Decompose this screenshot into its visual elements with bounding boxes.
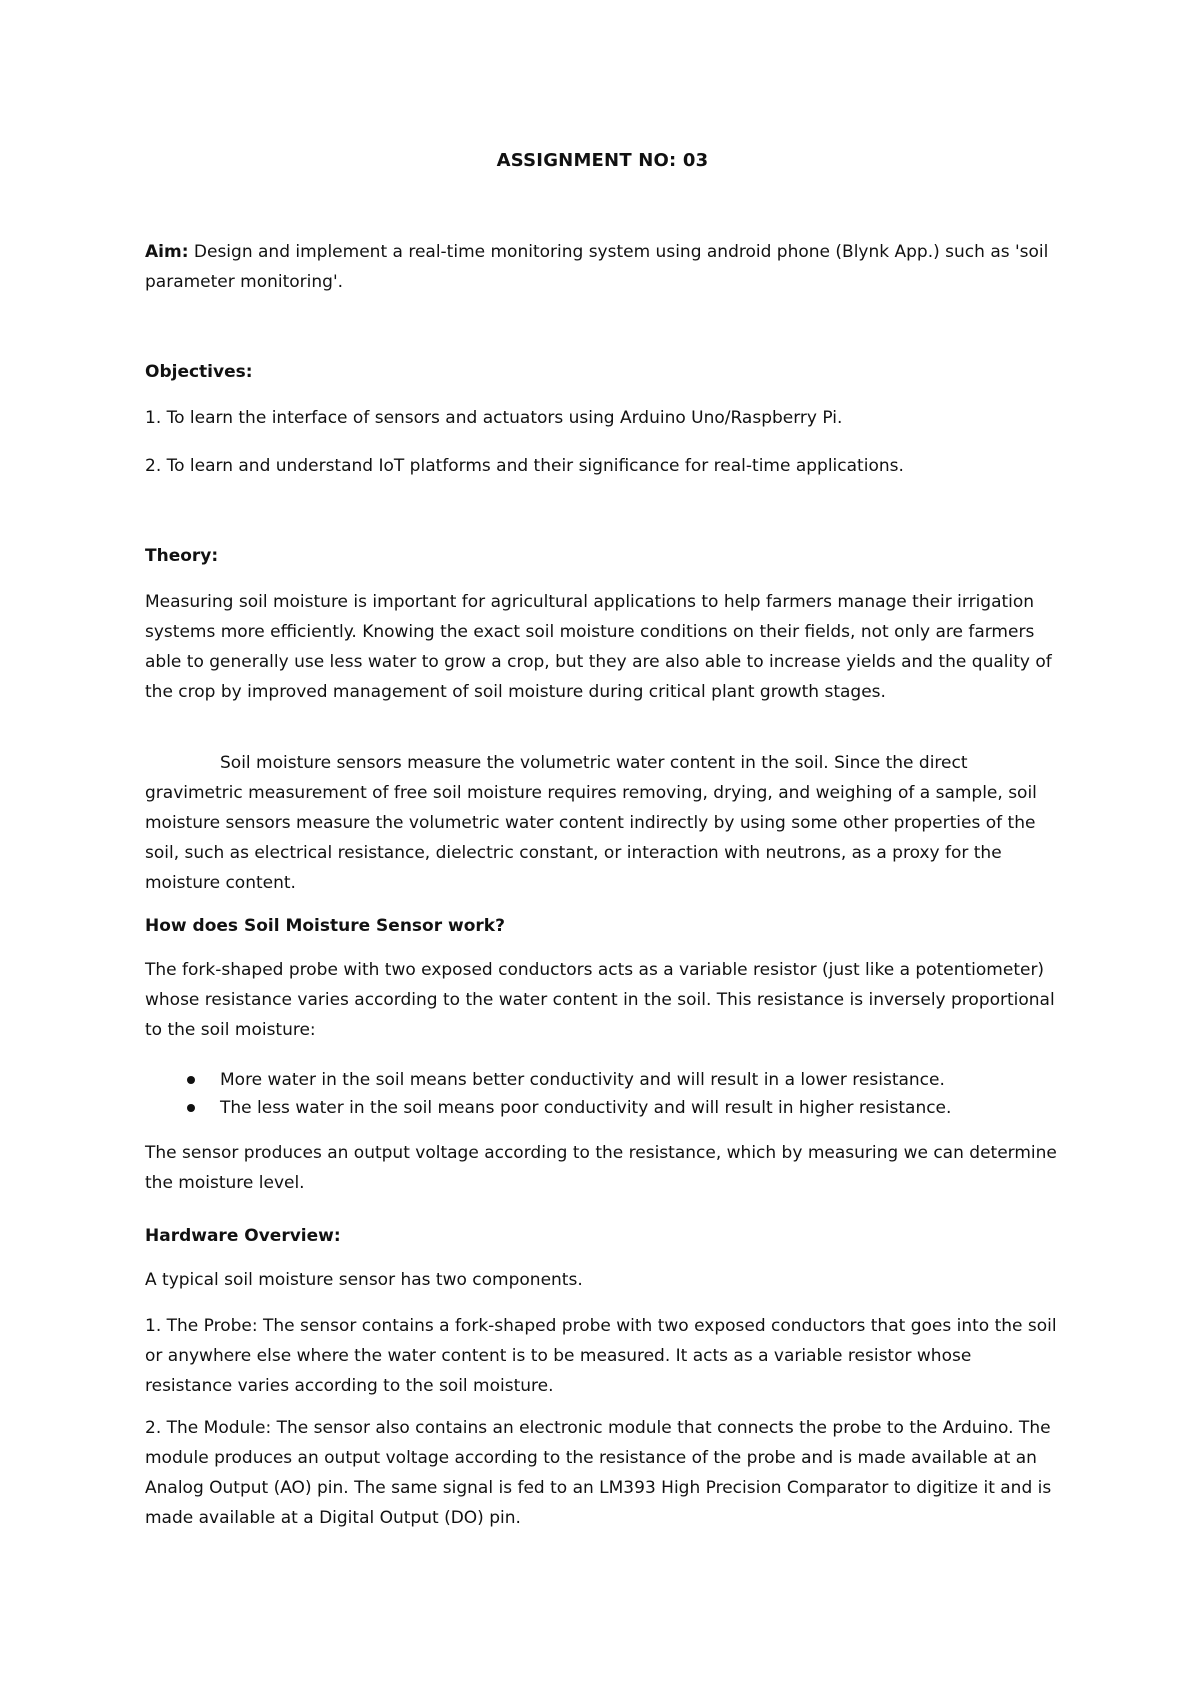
aim-paragraph [145,237,1060,297]
objectives-heading: Objectives: [145,362,253,382]
how-it-works-outro-text: The sensor produces an output voltage according to the resistance, which by measuring we can determine the moisture level. [145,1143,1057,1193]
objective-item-1: 1. To learn the interface of sensors and actuators using Arduino Uno/Raspberry Pi. [145,408,843,428]
document-title: ASSIGNMENT NO: 03 [496,150,709,171]
bullet-icon [187,1104,195,1112]
hardware-heading: Hardware Overview: [145,1226,341,1246]
how-it-works-intro [145,955,1060,1045]
document-page [145,0,1060,1696]
theory-paragraph-2-text: Soil moisture sensors measure the volumetric water content in the soil. Since the direct gravimetric measurement of free soil moisture requires removing, drying, and weighing of a sample, soil moisture sensors measure the volumetric water content indirectly by using some other properties of the soil, such as electrical resistance, dielectric constant, or interaction with neutrons, as a proxy for the moisture content. [145,753,1037,893]
hardware-item-probe-text: 1. The Probe: The sensor contains a fork-shaped probe with two exposed conductors that goes into the soil or anywhere else where the water content is to be measured. It acts as a variable resistor whose resistance varies according to the soil moisture. [145,1316,1057,1396]
hardware-item-module [145,1413,1060,1533]
bullet-text: The less water in the soil means poor conductivity and will result in higher resistance. [220,1098,952,1118]
theory-heading: Theory: [145,546,219,566]
aim-section [145,237,1060,297]
bullet-icon [187,1076,195,1084]
how-it-works-bullet-list [145,1066,1060,1122]
aim-text: Design and implement a real-time monitoring system using android phone (Blynk App.) such as 'soil parameter monitoring'. [145,242,1049,292]
theory-paragraph-1 [145,587,1060,707]
hardware-item-module-text: 2. The Module: The sensor also contains an electronic module that connects the probe to the Arduino. The module produces an output voltage according to the resistance of the probe and is made available at an Analog Output (AO) pin. The same signal is fed to an LM393 High Precision Comparator to digitize it and is made available at a Digital Output (DO) pin. [145,1418,1052,1528]
how-it-works-intro-text: The fork-shaped probe with two exposed conductors acts as a variable resistor (just like a potentiometer) whose resistance varies according to the water content in the soil. This resistance is inversely proportional to the soil moisture: [145,960,1055,1040]
theory-paragraph-2 [145,748,1060,898]
aim-label: Aim: [145,242,189,262]
objective-item-2: 2. To learn and understand IoT platforms and their significance for real-time applications. [145,456,904,476]
how-it-works-outro [145,1138,1060,1198]
how-it-works-heading: How does Soil Moisture Sensor work? [145,916,505,936]
bullet-text: More water in the soil means better conductivity and will result in a lower resistance. [220,1070,945,1090]
list-item [145,1094,1060,1122]
hardware-intro: A typical soil moisture sensor has two components. [145,1270,583,1290]
hardware-item-probe [145,1311,1060,1401]
list-item [145,1066,1060,1094]
theory-paragraph-1-text: Measuring soil moisture is important for agricultural applications to help farmers manage their irrigation systems more efficiently. Knowing the exact soil moisture conditions on their fields, not only are farmers able to generally use less water to grow a crop, but they are also able to increase yields and the quality of the crop by improved management of soil moisture during critical plant growth stages. [145,592,1052,702]
